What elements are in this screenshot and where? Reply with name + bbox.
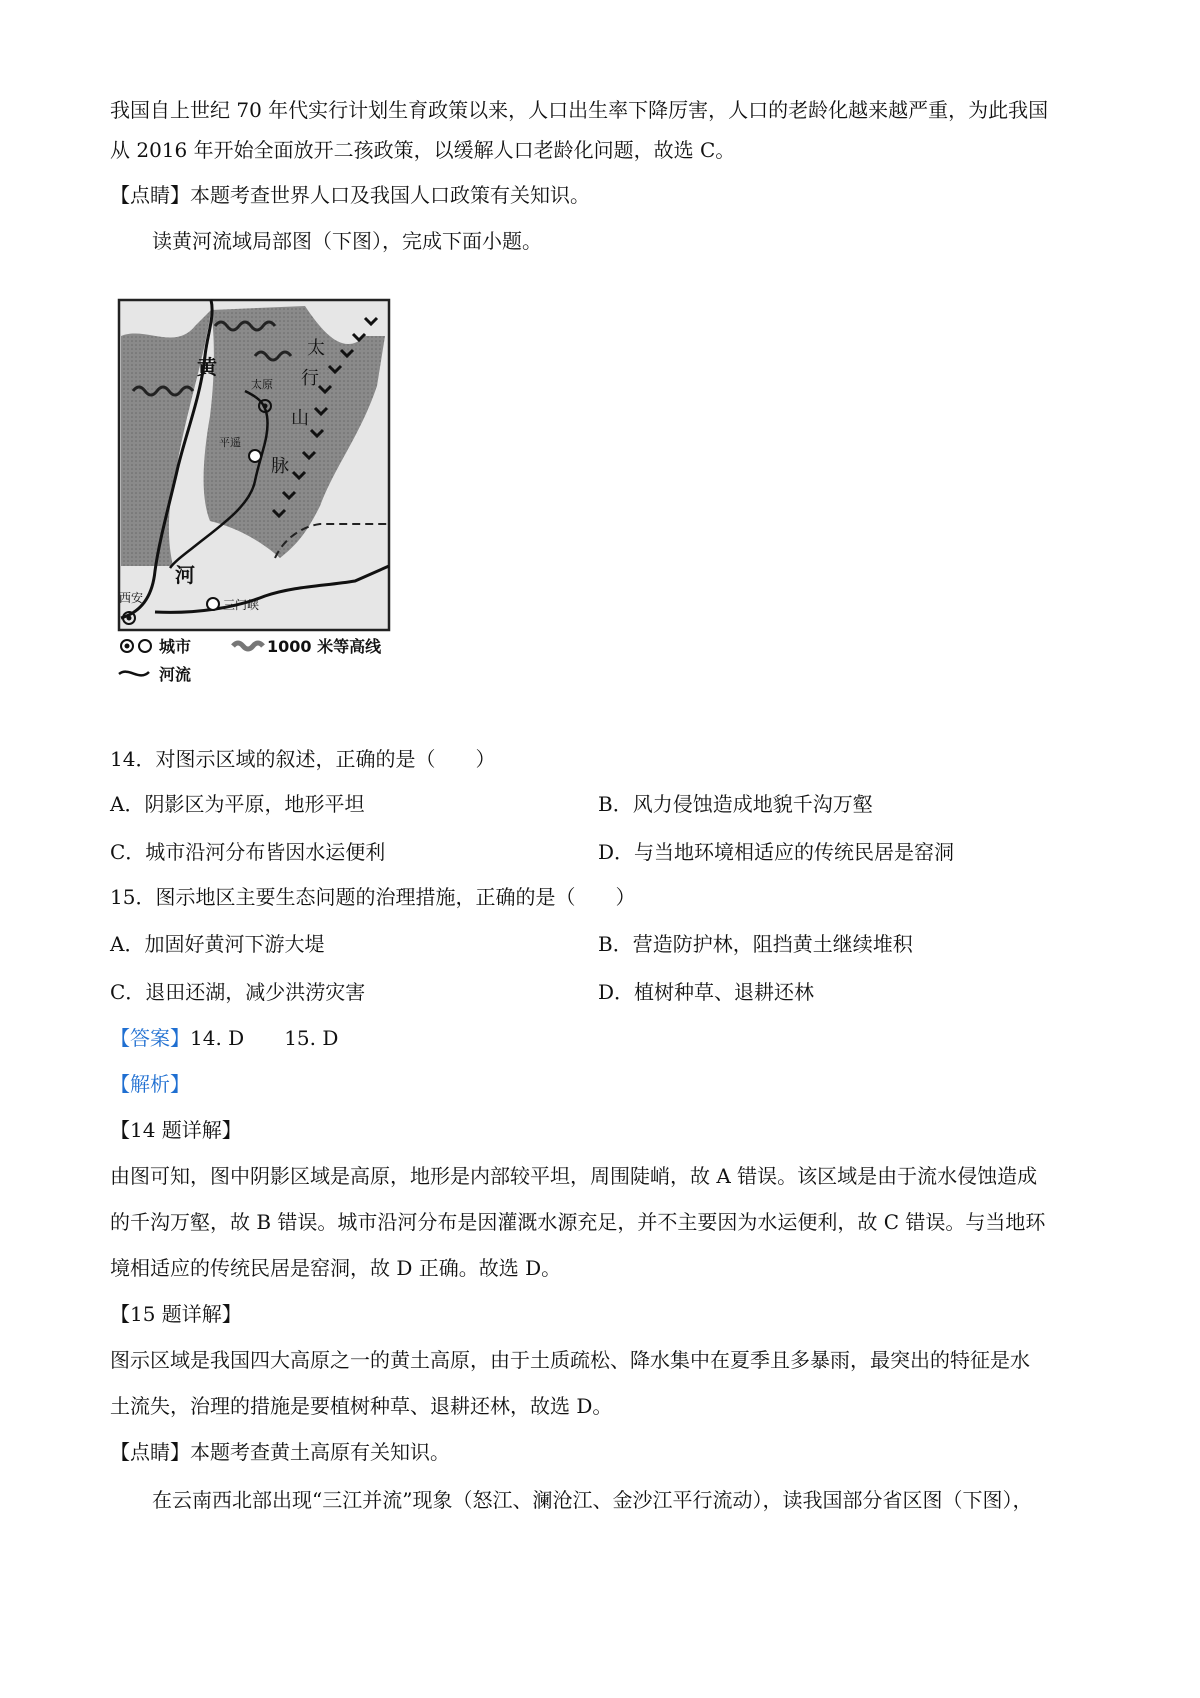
label-shan: 山: [291, 408, 309, 429]
legend-river: 河流: [159, 665, 192, 684]
detail-14-line-3: 境相适应的传统民居是窑洞，故 D 正确。故选 D。: [110, 1256, 562, 1280]
legend-contour: 1000 米等高线: [267, 637, 382, 656]
q15-option-b: B．营造防护林，阻挡黄土继续堆积: [598, 932, 913, 956]
q15-option-c: C．退田还湖，减少洪涝灾害: [110, 980, 366, 1004]
map-legend: [119, 637, 382, 684]
detail-14-line-1: 由图可知，图中阴影区域是高原，地形是内部较平坦，周围陡峭，故 A 错误。该区域是由于流水侵蚀造成: [110, 1164, 1038, 1188]
detail-15-line-1: 图示区域是我国四大高原之一的黄土高原，由于土质疏松、降水集中在夏季且多暴雨，最突出的特征是水: [110, 1348, 1030, 1372]
q15-stem: 15．图示地区主要生态问题的治理措施，正确的是（ ）: [110, 885, 636, 909]
answer-text: 14. D 15. D: [190, 1026, 339, 1050]
answer-line: [110, 1024, 338, 1052]
dianjing-2: 【点睛】本题考查黄土高原有关知识。: [110, 1440, 450, 1464]
detail-14-title: 【14 题详解】: [110, 1118, 242, 1142]
label-sanmenxia: 三门峡: [223, 598, 260, 612]
intro-line-1: 我国自上世纪 70 年代实行计划生育政策以来，人口出生率下降厉害，人口的老龄化越来越严重，为此我国: [110, 98, 1049, 122]
label-taiyuan: 太原: [251, 378, 273, 391]
yellow-river-map: [115, 296, 427, 746]
q15-option-d: D．植树种草、退耕还林: [598, 980, 815, 1004]
q14-stem: 14．对图示区域的叙述，正确的是（ ）: [110, 747, 496, 771]
label-mai: 脉: [271, 456, 289, 477]
intro-dianjing: 【点睛】本题考查世界人口及我国人口政策有关知识。: [110, 183, 590, 207]
label-hang: 行: [301, 368, 319, 389]
q14-option-a: A．阴影区为平原，地形平坦: [110, 792, 365, 816]
analysis-label: 【解析】: [110, 1072, 190, 1096]
city-sanmenxia: [207, 598, 219, 610]
detail-15-title: 【15 题详解】: [110, 1302, 242, 1326]
q14-option-b: B．风力侵蚀造成地貌千沟万壑: [598, 792, 873, 816]
label-pingyao: 平遥: [219, 436, 241, 449]
q14-option-c: C．城市沿河分布皆因水运便利: [110, 840, 386, 864]
question-group-stem: 读黄河流域局部图（下图），完成下面小题。: [152, 229, 542, 253]
next-question-stem: 在云南西北部出现“三江并流”现象（怒江、澜沧江、金沙江平行流动），读我国部分省区图（下图），: [152, 1488, 1033, 1512]
label-tai: 太: [307, 338, 325, 359]
intro-line-2: 从 2016 年开始全面放开二孩政策，以缓解人口老龄化问题，故选 C。: [110, 138, 736, 162]
answer-label: 【答案】: [110, 1026, 190, 1050]
q15-option-a: A．加固好黄河下游大堤: [110, 932, 325, 956]
detail-15-line-2: 土流失，治理的措施是要植树种草、退耕还林，故选 D。: [110, 1394, 613, 1418]
label-he: 河: [175, 563, 195, 587]
city-pingyao: [249, 450, 261, 462]
q14-option-d: D．与当地环境相适应的传统民居是窑洞: [598, 840, 955, 864]
detail-14-line-2: 的千沟万壑，故 B 错误。城市沿河分布是因灌溉水源充足，并不主要因为水运便利，故 C 错误。与当地环: [110, 1210, 1046, 1234]
label-huang: 黄: [197, 355, 217, 379]
label-xian: 西安: [119, 591, 144, 605]
legend-city: 城市: [159, 637, 192, 656]
